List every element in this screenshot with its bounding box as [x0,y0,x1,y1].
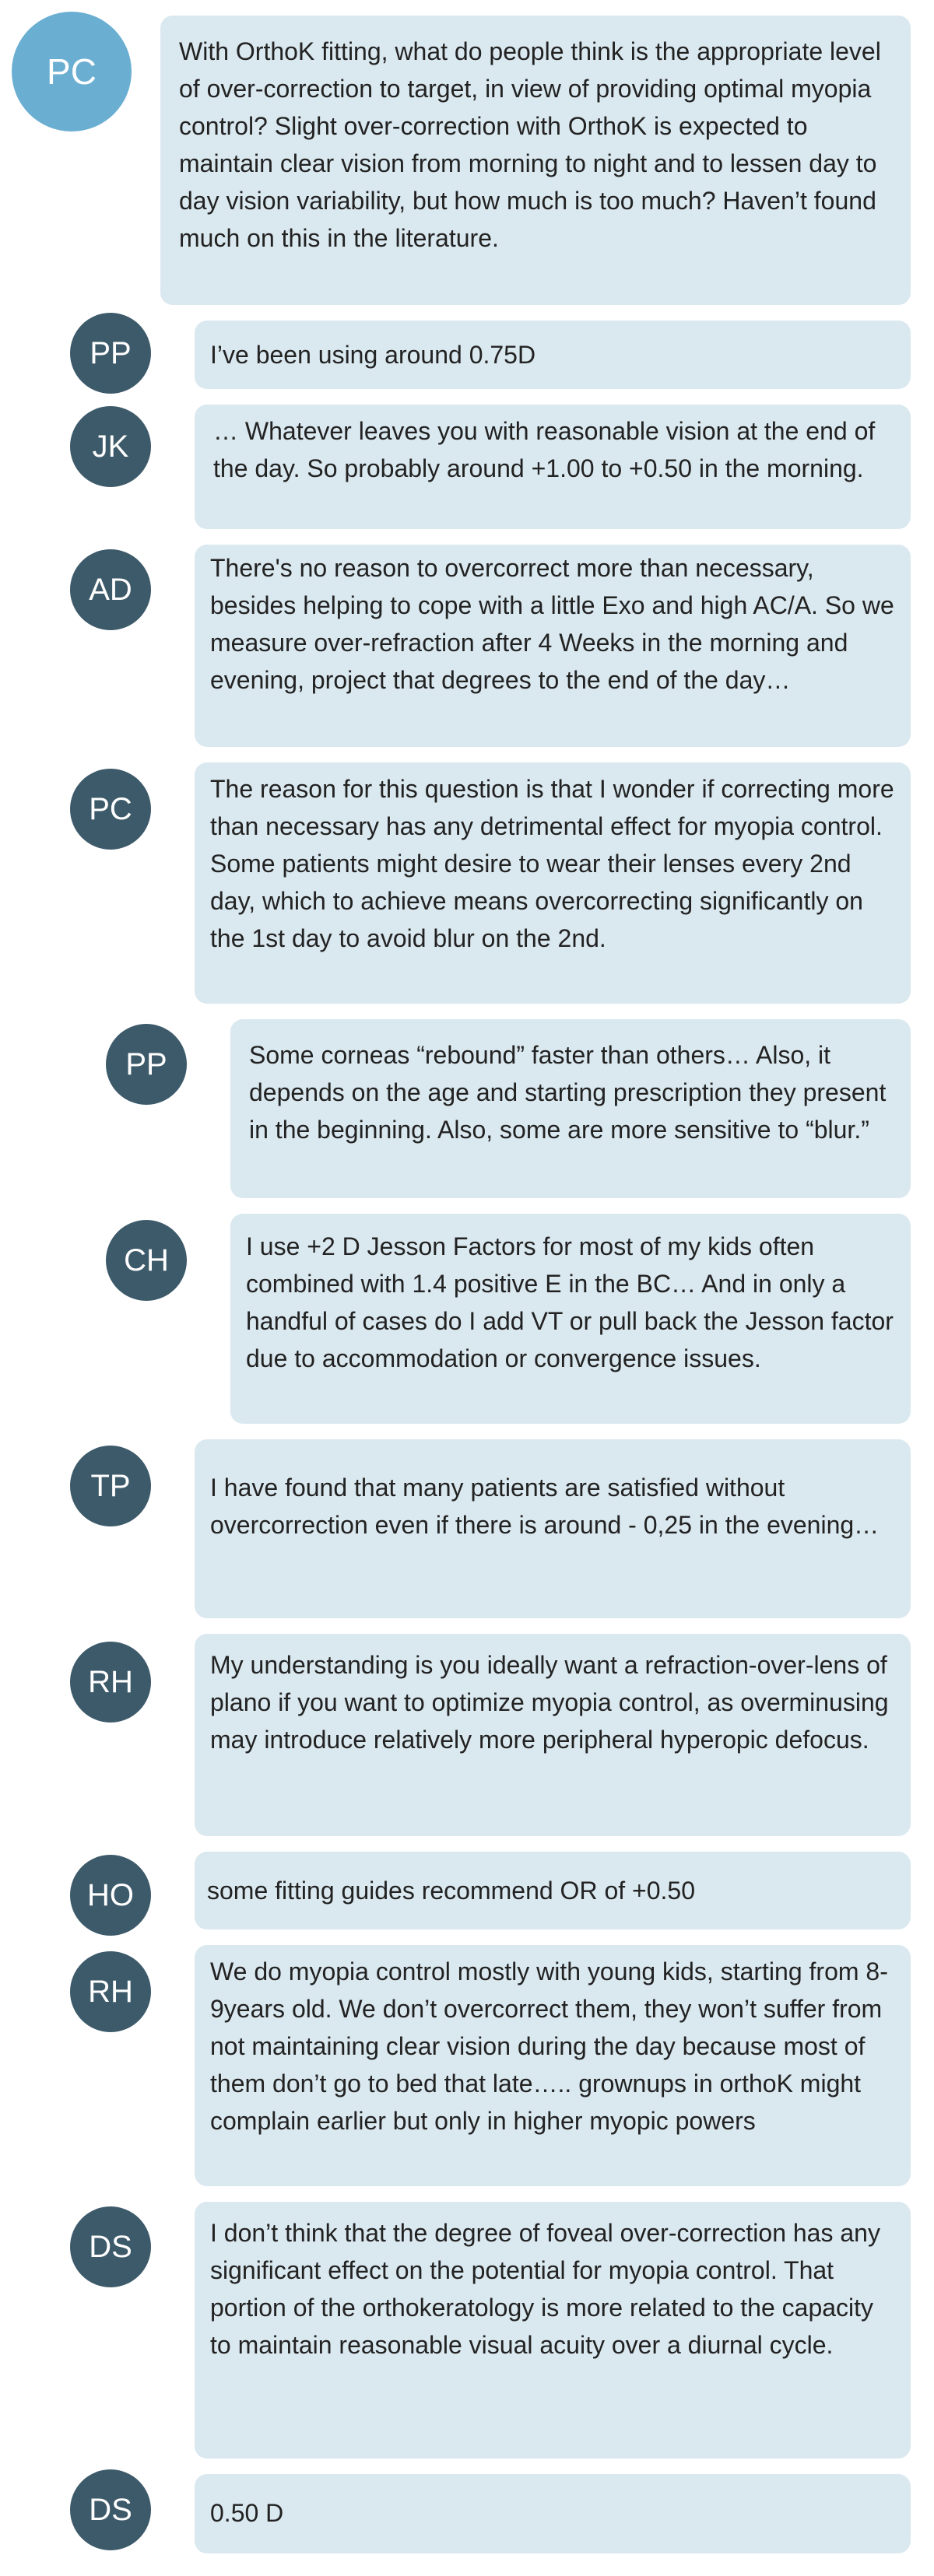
message-bubble: We do myopia control mostly with young kids, starting from 8-9years old. We don’t overcorrect them, they won’t suffer from not maintaining clear vision during the day because most of them don’t go to bed that late….. grownups in orthoK might complain earlier but only in higher myopic powers [195,1945,911,2186]
message-bubble: There's no reason to overcorrect more than necessary, besides helping to cope with a little Exo and high AC/A. So we measure over-refraction after 4 Weeks in the morning and evening, project that degrees to the end of the day… [195,545,911,747]
avatar: DS [70,2469,151,2550]
avatar: PC [12,12,132,131]
avatar: RH [70,1951,151,2032]
avatar: AD [70,549,151,630]
message-bubble: The reason for this question is that I wonder if correcting more than necessary has any detrimental effect for myopia control. Some patients might desire to wear their lenses every 2nd day, which to achieve means overcorrecting significantly on the 1st day to avoid blur on the 2nd. [195,762,911,1004]
message-bubble: I have found that many patients are satisfied without overcorrection even if there is around - 0,25 in the evening… [195,1439,911,1618]
message-bubble: Some corneas “rebound” faster than others… Also, it depends on the age and starting prescription they present in the beginning. Also, some are more sensitive to “blur.” [230,1019,911,1198]
avatar: TP [70,1446,151,1526]
message-bubble: … Whatever leaves you with reasonable vision at the end of the day. So probably around +1.00 to +0.50 in the morning. [195,405,911,529]
avatar: PP [106,1024,187,1105]
avatar: PC [70,769,151,850]
message-bubble: My understanding is you ideally want a refraction-over-lens of plano if you want to optimize myopia control, as overminusing may introduce relatively more peripheral hyperopic defocus. [195,1634,911,1836]
message-bubble: I use +2 D Jesson Factors for most of my kids often combined with 1.4 positive E in the BC… And in only a handful of cases do I add VT or pull back the Jesson factor due to accommodation or convergence issues. [230,1214,911,1424]
message-bubble: I’ve been using around 0.75D [195,321,911,389]
message-bubble: 0.50 D [195,2474,911,2553]
avatar: HO [70,1855,151,1936]
avatar: PP [70,313,151,394]
avatar: CH [106,1220,187,1301]
avatar: DS [70,2206,151,2287]
message-bubble: some fitting guides recommend OR of +0.50 [195,1852,911,1929]
avatar: JK [70,406,151,487]
message-bubble: With OrthoK fitting, what do people think is the appropriate level of over-correction to target, in view of providing optimal myopia control? Slight over-correction with OrthoK is expected to maintain clear vision from morning to night and to lessen day to day vision variability, but how much is too much? Haven’t found much on this in the literature. [160,16,911,305]
message-bubble: I don’t think that the degree of foveal over-correction has any significant effect on the potential for myopia control. That portion of the orthokeratology is more related to the capacity to maintain reasonable visual acuity over a diurnal cycle. [195,2202,911,2459]
avatar: RH [70,1642,151,1723]
